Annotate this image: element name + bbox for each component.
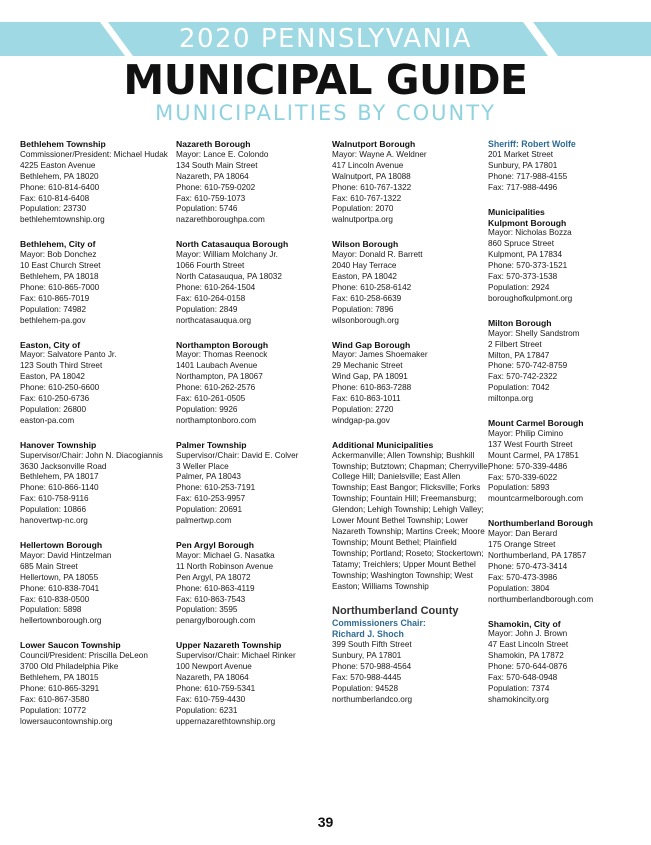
contact-line: Population: 10866 (20, 505, 87, 515)
contact-line: Population: 20691 (176, 505, 243, 515)
column-2 (176, 139, 336, 741)
contact-line: Sunbury, PA 17801 (488, 160, 558, 170)
contact-line: Phone: 610-865-3291 (20, 683, 100, 693)
municipality-entry (332, 340, 492, 427)
contact-line: Fax: 610-250-6736 (20, 394, 90, 404)
contact-line: Nazareth, PA 18064 (176, 171, 249, 181)
contact-line: Fax: 610-814-6408 (20, 193, 90, 203)
contact-line: Population: 26800 (20, 404, 87, 414)
contact-line: Bethlehem, PA 18015 (20, 672, 99, 682)
contact-line: Kulpmont, PA 17834 (488, 250, 563, 260)
contact-line: Population: 74982 (20, 304, 87, 314)
website-text: wilsonborough.org (332, 315, 399, 325)
municipality-entry (332, 239, 492, 326)
municipality-entry (20, 440, 180, 527)
municipality-name: North Catasauqua Borough (176, 239, 289, 250)
contact-line: Fax: 610-258-6639 (332, 293, 402, 303)
website-text: palmertwp.com (176, 516, 232, 526)
contact-line: 2040 Hay Terrace (332, 261, 397, 271)
contact-line: Phone: 610-866-1140 (20, 483, 99, 493)
contact-line: Supervisor/Chair: Michael Rinker (176, 651, 296, 661)
contact-line: Hellertown, PA 18055 (20, 572, 99, 582)
website-text: lowersaucontownship.org (20, 716, 113, 726)
sheriff-title: Sheriff: Robert Wolfe (488, 139, 576, 149)
contact-line: 1066 Fourth Street (176, 261, 245, 271)
contact-line: Population: 2849 (176, 304, 238, 314)
commissioners-chair-name: Richard J. Shoch (332, 629, 404, 640)
contact-line: Population: 94528 (332, 684, 399, 694)
contact-line: Population: 2070 (332, 204, 394, 214)
additional-municipalities (332, 440, 492, 593)
municipality-entry (488, 518, 648, 605)
contact-line: Fax: 570-988-4445 (332, 673, 402, 683)
municipality-entry (20, 540, 180, 627)
website-text: northcatasauqua.org (176, 315, 252, 325)
contact-line: Phone: 570-339-4486 (488, 461, 568, 471)
contact-line: Mayor: William Molchany Jr. (176, 250, 278, 260)
municipality-entry (20, 640, 180, 727)
page-subtitle: MUNICIPALITIES BY COUNTY (155, 101, 496, 125)
contact-line: Phone: 570-988-4564 (332, 662, 412, 672)
municipality-name: Northampton Borough (176, 339, 269, 350)
municipality-entry (20, 239, 180, 326)
website-text: boroughofkulpmont.org (488, 293, 573, 303)
municipality-entry (488, 418, 648, 505)
municipality-name: Easton, City of (20, 339, 81, 350)
contact-line: Population: 9926 (176, 404, 238, 414)
municipality-name: Upper Nazareth Township (176, 640, 282, 651)
contact-line: Easton, PA 18042 (332, 271, 397, 281)
website-text: mountcarmelborough.com (488, 494, 584, 504)
contact-line: Mayor: David Hintzelman (20, 550, 112, 560)
contact-line: Mount Carmel, PA 17851 (488, 450, 579, 460)
contact-line: 137 West Fourth Street (488, 439, 573, 449)
contact-line: Population: 7896 (332, 304, 394, 314)
contact-line: Population: 2924 (488, 282, 550, 292)
contact-line: 399 South Fifth Street (332, 640, 412, 650)
contact-line: Fax: 610-865-7019 (20, 293, 90, 303)
additional-municipalities-list: Ackermanville; Allen Township; Bushkill Township; Butztown; Chapman; Cherryville; College Hill; Danielsville; East Allen Township; East Bangor; Flicksville; Forks Township; Fountain Hill; Freemansburg; Glendon; Lehigh Township; Lehigh Valley; Lower Mount Bethel Township; Lower Nazareth Township; Martins Creek; Moore Township; Mount Bethel; Plainfield Township; Portland; Roseto; Stockertown; Tatamy; Treichlers; Upper Mount Bethel Township; Washington Township; West Easton; Williams Township (332, 450, 490, 591)
municipality-name: Hanover Township (20, 439, 97, 450)
contact-line: Population: 3804 (488, 583, 550, 593)
contact-line: Population: 6231 (176, 705, 238, 715)
northumberland-county (332, 605, 492, 705)
website-text: northamptonboro.com (176, 415, 257, 425)
contact-line: Phone: 610-759-5341 (176, 683, 256, 693)
contact-line: Fax: 610-759-4430 (176, 694, 246, 704)
contact-line: Mayor: Dan Berard (488, 529, 558, 539)
contact-line: Walnutport, PA 18088 (332, 171, 411, 181)
contact-line: 134 South Main Street (176, 160, 258, 170)
contact-line: Population: 2720 (332, 404, 394, 414)
contact-line: northumberlandco.org (332, 694, 413, 704)
contact-line: Phone: 570-473-3414 (488, 561, 568, 571)
contact-line: Bethlehem, PA 18018 (20, 271, 99, 281)
municipality-entry (488, 619, 648, 706)
contact-line: 2 Filbert Street (488, 339, 542, 349)
contact-line: Population: 23730 (20, 204, 87, 214)
contact-line: Phone: 570-373-1521 (488, 261, 568, 271)
contact-line: 3 Weller Place (176, 461, 229, 471)
website-text: nazarethboroughpa.com (176, 215, 265, 225)
website-text: penargylborough.com (176, 616, 256, 626)
municipality-entry (332, 139, 492, 226)
contact-line: Mayor: John J. Brown (488, 629, 568, 639)
website-text: bethlehem-pa.gov (20, 315, 86, 325)
municipality-name: Walnutport Borough (332, 139, 416, 149)
contact-line: 100 Newport Avenue (176, 662, 252, 672)
page-number: 39 (317, 814, 334, 830)
contact-line: Mayor: Lance E. Colondo (176, 149, 269, 159)
contact-line: Supervisor/Chair: David E. Colver (176, 450, 299, 460)
municipality-name: Milton Borough (488, 317, 552, 328)
contact-line: 201 Market Street (488, 150, 554, 159)
municipality-name: Nazareth Borough (176, 139, 251, 149)
contact-line: Fax: 570-373-1538 (488, 272, 558, 282)
contact-line: Mayor: Nicholas Bozza (488, 228, 572, 238)
contact-line: Phone: 610-264-1504 (176, 282, 256, 292)
contact-line: 175 Orange Street (488, 540, 556, 550)
page-title: MUNICIPAL GUIDE (123, 56, 528, 104)
column-4 (488, 139, 648, 719)
contact-line: Fax: 610-758-9116 (20, 494, 89, 504)
contact-line: North Catasauqua, PA 18032 (176, 271, 282, 281)
municipality-name: Kulpmont Borough (488, 217, 567, 228)
contact-line: 3630 Jacksonville Road (20, 461, 107, 471)
contact-line: Phone: 570-742-8759 (488, 361, 568, 371)
contact-line: Phone: 610-865-7000 (20, 282, 100, 292)
website-text: uppernazarethtownship.org (176, 716, 276, 726)
contact-line: Fax: 610-767-1322 (332, 193, 402, 203)
municipality-name: Bethlehem, City of (20, 239, 96, 250)
contact-line: Commissioner/President: Michael Hudak (20, 149, 168, 159)
banner-title: 2020 PENNSLYVANIA (178, 24, 473, 54)
municipality-entry (176, 440, 336, 527)
municipality-entry (176, 540, 336, 627)
contact-line: Population: 5898 (20, 605, 82, 615)
contact-line: Phone: 610-838-7041 (20, 583, 100, 593)
contact-line: 1401 Laubach Avenue (176, 361, 258, 371)
column-1 (20, 139, 180, 741)
website-text: miltonpa.org (488, 394, 534, 404)
contact-line: Phone: 610-863-7288 (332, 383, 412, 393)
website-text: walnutportpa.org (332, 215, 393, 225)
additional-municipalities-heading: Additional Municipalities (332, 439, 434, 450)
contact-line: Fax: 610-838-0500 (20, 594, 90, 604)
contact-line: Bethlehem, PA 18020 (20, 171, 99, 181)
municipality-entry (20, 340, 180, 427)
contact-line: 47 East Lincoln Street (488, 640, 569, 650)
contact-line: Mayor: Philip Cimino (488, 428, 564, 438)
website-text: northumberlandborough.com (488, 594, 594, 604)
contact-line: Easton, PA 18042 (20, 372, 85, 382)
website-text: easton-pa.com (20, 415, 75, 425)
contact-line: Palmer, PA 18043 (176, 472, 241, 482)
contact-line: Fax: 570-473-3986 (488, 572, 558, 582)
contact-line: Phone: 570-644-0876 (488, 662, 568, 672)
contact-line: Fax: 610-264-0158 (176, 293, 246, 303)
contact-line: Phone: 717-988-4155 (488, 171, 568, 181)
contact-line: Population: 5746 (176, 204, 238, 214)
contact-line: Fax: 570-742-2322 (488, 372, 558, 382)
municipality-name: Palmer Township (176, 439, 247, 450)
contact-line: Nazareth, PA 18064 (176, 672, 249, 682)
contact-line: 860 Spruce Street (488, 239, 554, 249)
contact-line: Phone: 610-250-6600 (20, 383, 100, 393)
contact-line: Fax: 610-863-1011 (332, 394, 401, 404)
contact-line: Phone: 610-814-6400 (20, 182, 100, 192)
contact-line: Bethlehem, PA 18017 (20, 472, 99, 482)
municipality-name: Mount Carmel Borough (488, 418, 584, 429)
contact-line: Fax: 610-867-3580 (20, 694, 90, 704)
contact-line: 29 Mechanic Street (332, 361, 403, 371)
contact-line: Mayor: James Shoemaker (332, 350, 428, 360)
municipality-name: Wilson Borough (332, 239, 399, 250)
contact-line: Council/President: Priscilla DeLeon (20, 651, 148, 661)
contact-line: 4225 Easton Avenue (20, 160, 96, 170)
municipality-entry (176, 139, 336, 226)
contact-line: Population: 7374 (488, 683, 550, 693)
contact-line: Population: 3595 (176, 605, 238, 615)
contact-line: Northumberland, PA 17857 (488, 551, 587, 560)
website-text: hanovertwp-nc.org (20, 516, 88, 526)
contact-line: Wind Gap, PA 18091 (332, 372, 408, 382)
contact-line: Phone: 610-863-4119 (176, 583, 255, 593)
municipality-name: Hellertown Borough (20, 540, 103, 550)
contact-line: Mayor: Michael G. Nasatka (176, 550, 275, 560)
contact-line: Phone: 610-759-0202 (176, 182, 256, 192)
contact-line: Shamokin, PA 17872 (488, 651, 564, 661)
contact-line: 3700 Old Philadelphia Pike (20, 662, 119, 672)
municipalities-heading: Municipalities (488, 206, 545, 217)
contact-line: Fax: 570-648-0948 (488, 673, 558, 683)
contact-line: 685 Main Street (20, 561, 78, 571)
column-3 (332, 139, 492, 719)
county-heading: Northumberland County (332, 605, 459, 618)
municipality-entry (488, 218, 648, 305)
contact-line: Mayor: Shelly Sandstrom (488, 328, 580, 338)
contact-line: 10 East Church Street (20, 261, 101, 271)
municipalities-heading-wrap (488, 207, 648, 218)
municipality-entry (488, 318, 648, 405)
contact-line: Mayor: Donald R. Barrett (332, 250, 423, 260)
contact-line: Phone: 610-767-1322 (332, 182, 412, 192)
contact-line: Population: 7042 (488, 383, 550, 393)
contact-line: Fax: 610-261-0505 (176, 394, 246, 404)
municipality-entry (20, 139, 180, 226)
contact-line: Northampton, PA 18067 (176, 372, 263, 382)
municipality-name: Pen Argyl Borough (176, 540, 254, 550)
contact-line: Sunbury, PA 17801 (332, 651, 402, 661)
municipality-name: Bethlehem Township (20, 139, 106, 149)
contact-line: Fax: 610-253-9957 (176, 494, 246, 504)
contact-line: Milton, PA 17847 (488, 350, 550, 360)
contact-line: Fax: 610-759-1073 (176, 193, 246, 203)
contact-line: Pen Argyl, PA 18072 (176, 572, 251, 582)
contact-line: Population: 5893 (488, 483, 550, 493)
contact-line: Mayor: Salvatore Panto Jr. (20, 350, 117, 360)
contact-line: Fax: 610-863-7543 (176, 594, 246, 604)
contact-line: Population: 10772 (20, 705, 87, 715)
municipality-name: Wind Gap Borough (332, 339, 411, 350)
municipality-entry (176, 640, 336, 727)
contact-line: 417 Lincoln Avenue (332, 160, 404, 170)
municipality-entry (176, 239, 336, 326)
contact-line: Phone: 610-258-6142 (332, 282, 412, 292)
contact-line: Mayor: Wayne A. Weldner (332, 149, 427, 159)
website-text: bethlehemtownship.org (20, 215, 105, 225)
website-text: shamokincity.org (488, 694, 549, 704)
contact-line: Supervisor/Chair: John N. Diacogiannis (20, 450, 163, 460)
commissioners-chair-title: Commissioners Chair: (332, 618, 426, 629)
website-text: windgap-pa.gov (332, 415, 390, 425)
contact-line: Mayor: Bob Donchez (20, 250, 97, 260)
contact-line: Mayor: Thomas Reenock (176, 350, 268, 360)
municipality-name: Northumberland Borough (488, 518, 594, 529)
contact-line: 123 South Third Street (20, 361, 103, 371)
municipality-entry (176, 340, 336, 427)
contact-line: Fax: 570-339-6022 (488, 472, 558, 482)
website-text: hellertownborough.org (20, 616, 102, 626)
municipality-name: Lower Saucon Township (20, 640, 121, 651)
sheriff-entry (488, 139, 648, 194)
contact-line: Phone: 610-253-7191 (176, 483, 256, 493)
municipality-name: Shamokin, City of (488, 618, 561, 629)
contact-line: Fax: 717-988-4496 (488, 182, 558, 192)
contact-line: 11 North Robinson Avenue (176, 561, 274, 571)
contact-line: Phone: 610-262-2576 (176, 383, 256, 393)
